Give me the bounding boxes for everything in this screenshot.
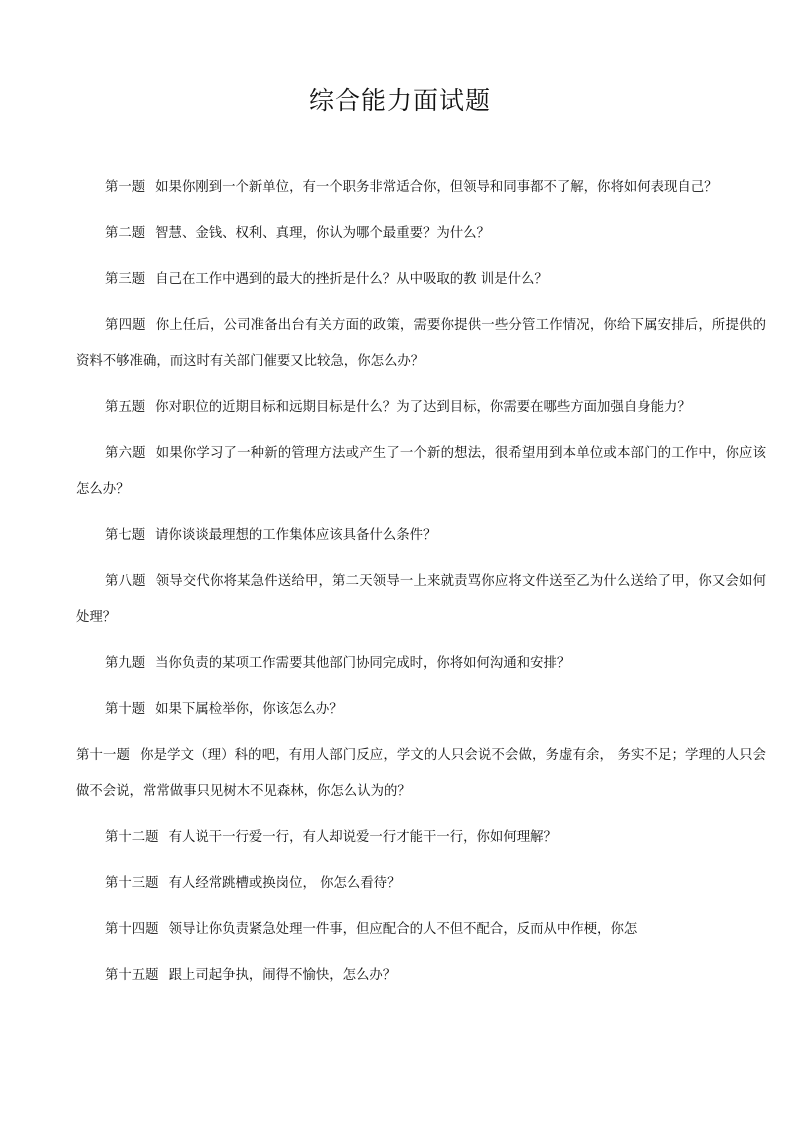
question-10 (76, 692, 766, 728)
question-text: 如果你学习了一种新的管理方法或产生了一个新的想法，很希望用到本单位或本部门的工作中，你应该怎么办？ (76, 446, 767, 497)
question-11 (76, 738, 766, 810)
question-text: 你是学文（理）科的吧，有用人部门反应，学文的人只会说不会做，务虚有余， 务实不足；学理的人只会做不会说，常常做事只见树木不见森林，你怎么认为的？ (76, 748, 766, 799)
question-text: 如果你刚到一个新单位，有一个职务非常适合你，但领导和同事都不了解，你将如何表现自己？ (155, 180, 718, 195)
question-text: 请你谈谈最理想的工作集体应该具备什么条件？ (155, 528, 437, 543)
question-text: 跟上司起争执，闹得不愉快，怎么办？ (168, 968, 397, 983)
question-number: 第一题 (105, 180, 146, 195)
question-text: 领导让你负责紧急处理一件事，但应配合的人不但不配合，反而从中作梗，你怎 (168, 922, 638, 937)
question-number: 第四题 (105, 318, 146, 333)
question-number: 第十题 (105, 702, 146, 717)
question-7 (76, 518, 766, 554)
question-number: 第九题 (105, 656, 146, 671)
question-number: 第六题 (105, 446, 146, 461)
question-number: 第五题 (105, 400, 146, 415)
question-12 (76, 820, 766, 856)
question-15 (76, 958, 766, 994)
question-number: 第十二题 (105, 830, 159, 845)
question-number: 第十三题 (105, 876, 159, 891)
question-3 (76, 262, 766, 298)
question-text: 智慧、金钱、权利、真理，你认为哪个最重要？为什么？ (155, 226, 490, 241)
question-number: 第三题 (105, 272, 146, 287)
question-text: 领导交代你将某急件送给甲，第二天领导一上来就责骂你应将文件送至乙为什么送给了甲，你又会如何处理？ (76, 574, 767, 625)
question-number: 第十四题 (105, 922, 159, 937)
question-text: 你对职位的近期目标和远期目标是什么？为了达到目标，你需要在哪些方面加强自身能力？ (155, 400, 691, 415)
question-number: 第七题 (105, 528, 146, 543)
question-8 (76, 564, 766, 636)
question-text: 当你负责的某项工作需要其他部门协同完成时，你将如何沟通和安排？ (155, 656, 571, 671)
question-2 (76, 216, 766, 252)
question-14 (76, 912, 766, 948)
question-5 (76, 390, 766, 426)
question-text: 有人经常跳槽或换岗位， 你怎么看待？ (168, 876, 401, 891)
question-number: 第八题 (105, 574, 146, 589)
question-text: 你上任后，公司准备出台有关方面的政策，需要你提供一些分管工作情况，你给下属安排后，所提供的资料不够准确，而这时有关部门催要又比较急，你怎么办？ (76, 318, 767, 369)
question-number: 第二题 (105, 226, 146, 241)
question-number: 第十一题 (76, 748, 131, 763)
question-13 (76, 866, 766, 902)
question-4 (76, 308, 766, 380)
question-text: 有人说干一行爱一行，有人却说爱一行才能干一行，你如何理解？ (168, 830, 557, 845)
document-title: 综合能力面试题 (308, 86, 491, 115)
question-text: 自己在工作中遇到的最大的挫折是什么？从中吸取的教 训是什么？ (155, 272, 548, 287)
question-list (76, 170, 766, 1004)
question-9 (76, 646, 766, 682)
question-number: 第十五题 (105, 968, 159, 983)
question-1 (76, 170, 766, 206)
question-6 (76, 436, 766, 508)
question-text: 如果下属检举你，你该怎么办？ (155, 702, 343, 717)
